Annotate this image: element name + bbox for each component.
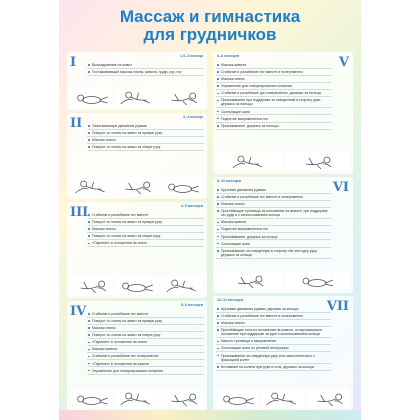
exercise-item: «Парение» в положении на животе bbox=[87, 362, 204, 368]
title-line-2: для грудничков bbox=[143, 25, 277, 44]
section-numeral: VI bbox=[332, 180, 349, 195]
section-numeral: V bbox=[338, 55, 349, 70]
exercise-item: Массаж спины bbox=[87, 326, 204, 332]
title-line-1: Массаж и гимнастика bbox=[119, 7, 301, 26]
exercise-item: Скользящие шаги bbox=[216, 110, 331, 116]
section-6 bbox=[213, 177, 353, 293]
exercise-item: Массаж спины bbox=[216, 202, 331, 208]
baby-exercise-illustration bbox=[284, 152, 350, 171]
exercise-item: Поворот со спины на живот за правую руку bbox=[87, 131, 204, 137]
section-2 bbox=[67, 113, 207, 199]
bottom-gradient-strip bbox=[59, 410, 361, 420]
exercise-item: «Парение» в положении на спине bbox=[87, 241, 204, 247]
baby-exercise-illustration bbox=[161, 88, 204, 107]
baby-exercise-illustration bbox=[70, 88, 113, 107]
section-items bbox=[216, 63, 331, 131]
exercise-item: Массаж живота bbox=[216, 220, 331, 226]
exercise-item: Присаживание, держась за кольца bbox=[216, 235, 331, 241]
exercise-item: Сгибание и разгибание ног попеременно bbox=[87, 354, 204, 360]
section-numeral: I bbox=[70, 55, 77, 70]
baby-exercise-illustration bbox=[70, 177, 113, 196]
baby-exercise-illustration bbox=[216, 152, 282, 171]
baby-exercise-illustration bbox=[115, 177, 158, 196]
exercise-item: Наклон туловища и выпрямление bbox=[216, 339, 331, 345]
exercise-item: Сгибание и разгибание рук попеременно, держась за пальцы bbox=[216, 91, 331, 97]
poster bbox=[59, 0, 361, 420]
section-age: 4–5 месяцев bbox=[180, 204, 203, 208]
section-3 bbox=[67, 202, 207, 298]
exercise-item: Скользящие шаги bbox=[216, 242, 331, 248]
exercise-item: Круговые движения руками bbox=[216, 188, 331, 194]
exercise-item: Круговые движения руками, держась за кольца bbox=[216, 307, 331, 313]
section-age: 5–6 месяцев bbox=[180, 303, 203, 307]
section-items bbox=[87, 312, 204, 376]
exercise-item: Поворот со спины на живот за правую руку bbox=[87, 319, 204, 325]
exercise-item: Сгибание и разгибание ног вместе и попеременно bbox=[216, 195, 331, 201]
section-age: 10–12 месяцев bbox=[217, 298, 244, 302]
baby-exercise-illustration bbox=[284, 271, 350, 290]
section-numeral: IV bbox=[70, 304, 87, 319]
section-items bbox=[87, 63, 204, 77]
exercise-item: Поглаживающий массаж спины, живота, груди, рук, ног bbox=[87, 70, 204, 76]
exercise-item: Поворот со спины на живот за правую руку bbox=[87, 220, 204, 226]
section-numeral: II bbox=[70, 116, 83, 131]
exercise-item: Массаж спины bbox=[87, 138, 204, 144]
illustrations bbox=[70, 88, 204, 107]
baby-exercise-illustration bbox=[261, 389, 304, 408]
section-items bbox=[87, 124, 204, 152]
baby-exercise-illustration bbox=[70, 276, 113, 295]
baby-exercise-illustration bbox=[115, 389, 158, 408]
exercise-item: Поворот со спины на живот за левую руку bbox=[87, 234, 204, 240]
exercise-item: Упражнение для стимулирования ползания bbox=[87, 369, 204, 375]
baby-exercise-illustration bbox=[216, 389, 259, 408]
section-1 bbox=[67, 52, 207, 110]
section-items bbox=[216, 188, 331, 260]
exercise-item: Сгибание и разгибание ног вместе bbox=[87, 213, 204, 219]
poster-title bbox=[59, 8, 361, 44]
exercise-item: «Парение» в положении на спине bbox=[87, 340, 204, 346]
section-7 bbox=[213, 296, 353, 411]
exercise-item: Присаживание при поддержке за отведенный в сторону руки, держась за пальцы bbox=[216, 98, 331, 108]
exercise-item: Выкладывание на живот bbox=[87, 63, 204, 69]
exercise-item: Массаж спины bbox=[87, 227, 204, 233]
baby-exercise-illustration bbox=[115, 88, 158, 107]
exercise-item: Сгибание и разгибание ног вместе и попеременно bbox=[216, 314, 331, 320]
section-5 bbox=[213, 52, 353, 174]
illustrations bbox=[216, 389, 350, 408]
section-age: 1,5–3 месяца bbox=[180, 54, 203, 58]
baby-exercise-illustration bbox=[307, 389, 350, 408]
illustrations bbox=[216, 152, 350, 171]
section-numeral: III bbox=[70, 205, 89, 220]
exercise-item: Поворот со спины на живот за левую руку bbox=[87, 145, 204, 151]
baby-exercise-illustration bbox=[161, 276, 204, 295]
exercise-item: Прогибающие туловища из положения на животе, при поддержке за грудь и с использованием кольца bbox=[216, 209, 331, 219]
exercise-item: Присаживание за отведенную в сторону обе или одну руку, держась за кольца bbox=[216, 249, 331, 259]
section-age: 6–8 месяцев bbox=[217, 54, 240, 58]
section-items bbox=[216, 307, 331, 372]
exercise-item: Массаж спины bbox=[216, 321, 331, 327]
baby-exercise-illustration bbox=[161, 177, 204, 196]
illustrations bbox=[70, 389, 204, 408]
baby-exercise-illustration bbox=[216, 271, 282, 290]
section-numeral: VII bbox=[326, 299, 349, 314]
baby-exercise-illustration bbox=[115, 276, 158, 295]
exercise-item: Массаж спины bbox=[216, 77, 331, 83]
exercise-item: Сгибание и разгибание ног вместе и попеременно bbox=[216, 70, 331, 76]
exercise-item: Присаживание, держась за пальцы bbox=[216, 124, 331, 130]
exercise-item: Массаж живота bbox=[87, 347, 204, 353]
section-items bbox=[87, 213, 204, 248]
exercise-item: Сгибание и разгибание ног вместе bbox=[87, 312, 204, 318]
exercise-item: Охватывающие движения руками bbox=[87, 124, 204, 130]
exercise-item: Поворот со спины на живот за левую руку bbox=[87, 333, 204, 339]
section-4 bbox=[67, 301, 207, 411]
baby-exercise-illustration bbox=[70, 389, 113, 408]
section-age: 8–10 месяцев bbox=[217, 179, 242, 183]
exercise-item: Поднятие выпрямленных ног bbox=[216, 117, 331, 123]
exercise-item: Вставание на колени при руке и стоя, держась за кольца bbox=[216, 365, 331, 371]
illustrations bbox=[70, 276, 204, 295]
illustrations bbox=[216, 271, 350, 290]
exercise-item: Массаж живота bbox=[216, 63, 331, 69]
baby-exercise-illustration bbox=[161, 389, 204, 408]
exercise-item: Поднятие выпрямленных ног bbox=[216, 227, 331, 233]
exercise-item: Упражнение для стимулирования ползания bbox=[216, 84, 331, 90]
exercise-item: Прогибающие тела из положения на животе, по вертикальное положение при поддержке за руки с использованием кольца bbox=[216, 328, 331, 338]
section-age: 3–4 месяца bbox=[183, 115, 203, 119]
illustrations bbox=[70, 177, 204, 196]
exercise-item: Присаживание за отведенную руку или самостоятельно с фиксацией колен bbox=[216, 354, 331, 364]
exercise-item: Скользящие шаги по речевой инструкции bbox=[216, 346, 331, 352]
